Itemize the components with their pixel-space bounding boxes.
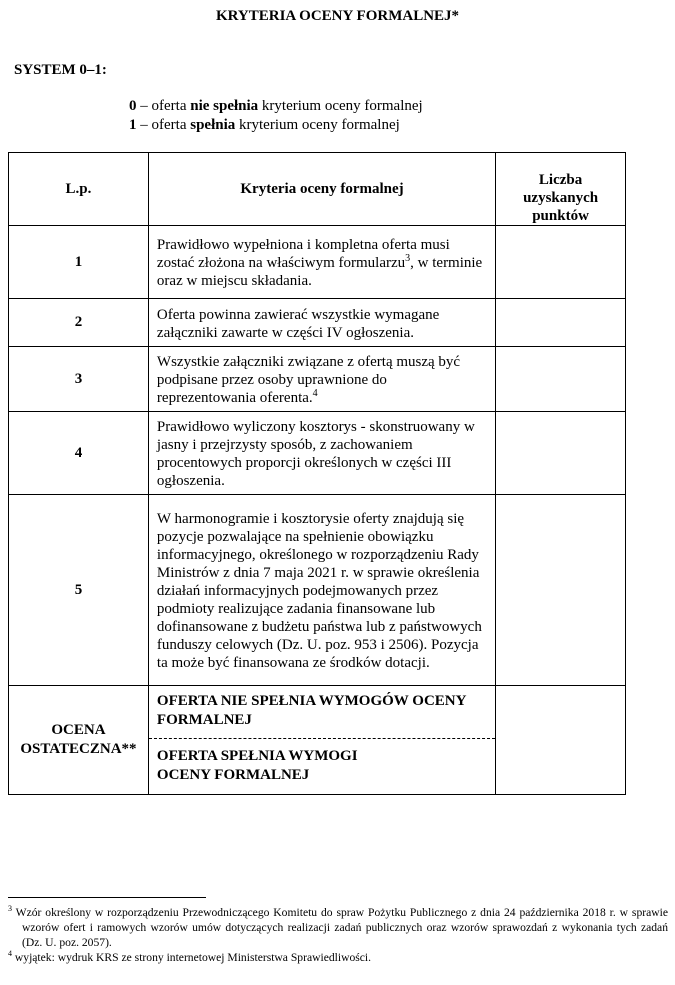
system-heading: SYSTEM 0–1: bbox=[14, 62, 107, 78]
row-number: 2 bbox=[9, 299, 149, 347]
legend-item-0 bbox=[129, 97, 423, 116]
footnote-separator bbox=[8, 897, 206, 898]
criterion-text-main: Oferta powinna zawierać wszystkie wymagane załączniki zawarte w części IV ogłoszenia. bbox=[156, 306, 440, 341]
footnote-4 bbox=[8, 950, 668, 965]
option-pass-line2: OCENY FORMALNEJ bbox=[156, 767, 310, 783]
points-cell[interactable] bbox=[496, 412, 626, 495]
table-row bbox=[9, 347, 626, 412]
final-assessment-row bbox=[9, 686, 626, 795]
legend-rest: kryterium oceny formalnej bbox=[258, 98, 423, 114]
footnote-mark: 4 bbox=[8, 949, 12, 959]
legend-rest: kryterium oceny formalnej bbox=[235, 117, 400, 133]
legend-sep: – oferta bbox=[136, 117, 191, 133]
criterion-text-main: Prawidłowo wyliczony kosztorys - skonstruowany w jasny i przejrzysty sposób, z zachowaniem procentowych proporcji określonych w części III ogłoszenia. bbox=[156, 419, 475, 489]
criteria-table bbox=[8, 152, 626, 795]
points-cell[interactable] bbox=[496, 347, 626, 412]
option-fail[interactable]: OFERTA NIE SPEŁNIA WYMOGÓW OCENY FORMALNEJ bbox=[149, 686, 495, 739]
option-pass-line1: OFERTA SPEŁNIA WYMOGI bbox=[156, 748, 358, 764]
criterion-text-main: Prawidłowo wypełniona i kompletna oferta musi zostać złożona na właściwym formularzu bbox=[156, 237, 450, 271]
footnote-mark: 3 bbox=[8, 904, 12, 914]
points-cell[interactable] bbox=[496, 495, 626, 686]
scoring-legend bbox=[129, 97, 423, 135]
header-points bbox=[496, 153, 626, 226]
legend-item-1 bbox=[129, 116, 423, 135]
legend-bold: nie spełnia bbox=[190, 98, 259, 114]
final-empty-cell bbox=[496, 686, 626, 795]
legend-bold: spełnia bbox=[190, 117, 236, 133]
footnote-ref: 3 bbox=[405, 253, 411, 264]
row-number: 5 bbox=[9, 495, 149, 686]
document-title: KRYTERIA OCENY FORMALNEJ* bbox=[215, 8, 460, 24]
footnote-3 bbox=[8, 905, 668, 950]
final-assessment-label bbox=[9, 686, 149, 795]
criterion-text bbox=[148, 495, 495, 686]
points-cell[interactable] bbox=[496, 226, 626, 299]
criterion-text bbox=[148, 412, 495, 495]
criterion-text bbox=[148, 347, 495, 412]
points-cell[interactable] bbox=[496, 299, 626, 347]
table-row bbox=[9, 412, 626, 495]
legend-sep: – oferta bbox=[136, 98, 191, 114]
criterion-text-after: , w terminie oraz w miejscu składania. bbox=[156, 255, 483, 289]
header-criteria: Kryteria oceny formalnej bbox=[148, 153, 495, 226]
footnote-ref: 4 bbox=[312, 388, 318, 399]
header-points-line1: Liczba bbox=[538, 172, 583, 188]
header-points-line2: uzyskanych bbox=[523, 190, 599, 206]
footnote-text: wyjątek: wydruk KRS ze strony internetowej Ministerstwa Sprawiedliwości. bbox=[12, 951, 372, 964]
table-row bbox=[9, 495, 626, 686]
criterion-text bbox=[148, 299, 495, 347]
criterion-text bbox=[148, 226, 495, 299]
legend-value: 0 bbox=[129, 98, 137, 114]
legend-value: 1 bbox=[129, 117, 137, 133]
row-number: 4 bbox=[9, 412, 149, 495]
table-row bbox=[9, 226, 626, 299]
row-number: 1 bbox=[9, 226, 149, 299]
criterion-text-main: Wszystkie załączniki związane z ofertą muszą być podpisane przez osoby uprawnione do reprezentowania oferenta. bbox=[156, 354, 461, 406]
table-header-row bbox=[9, 153, 626, 226]
table-row bbox=[9, 299, 626, 347]
final-options bbox=[148, 686, 495, 795]
row-number: 3 bbox=[9, 347, 149, 412]
header-points-line3: punktów bbox=[532, 208, 589, 224]
final-label-line1: OCENA bbox=[51, 722, 106, 738]
footnotes bbox=[8, 905, 668, 965]
criterion-text-main: W harmonogramie i kosztorysie oferty znajdują się pozycje pozwalające na spełnienie obowiązku informacyjnego, określonego w rozporządzeniu Rady Ministrów z dnia 7 maja 2021 r. w sprawie określenia działań informacyjnych podejmowanych przez podmioty realizujące zadania finansowane lub dofinansowane z budżetu państwa lub z państwowych funduszy celowych (Dz. U. poz. 953 i 2506). Pozycja ta może być finansowana ze środków dotacji. bbox=[156, 511, 482, 671]
option-pass[interactable] bbox=[149, 739, 495, 794]
header-lp: L.p. bbox=[9, 153, 149, 226]
footnote-text: Wzór określony w rozporządzeniu Przewodniczącego Komitetu do spraw Pożytku Publicznego z dnia 24 października 2018 r. w sprawie wzorów ofert i ramowych wzorów umów dotyczących realizacji zadań publicznych oraz wzorów sprawozdań z wykonania tych zadań (Dz. U. poz. 2057). bbox=[12, 906, 668, 949]
final-label-line2: OSTATECZNA** bbox=[20, 741, 137, 757]
